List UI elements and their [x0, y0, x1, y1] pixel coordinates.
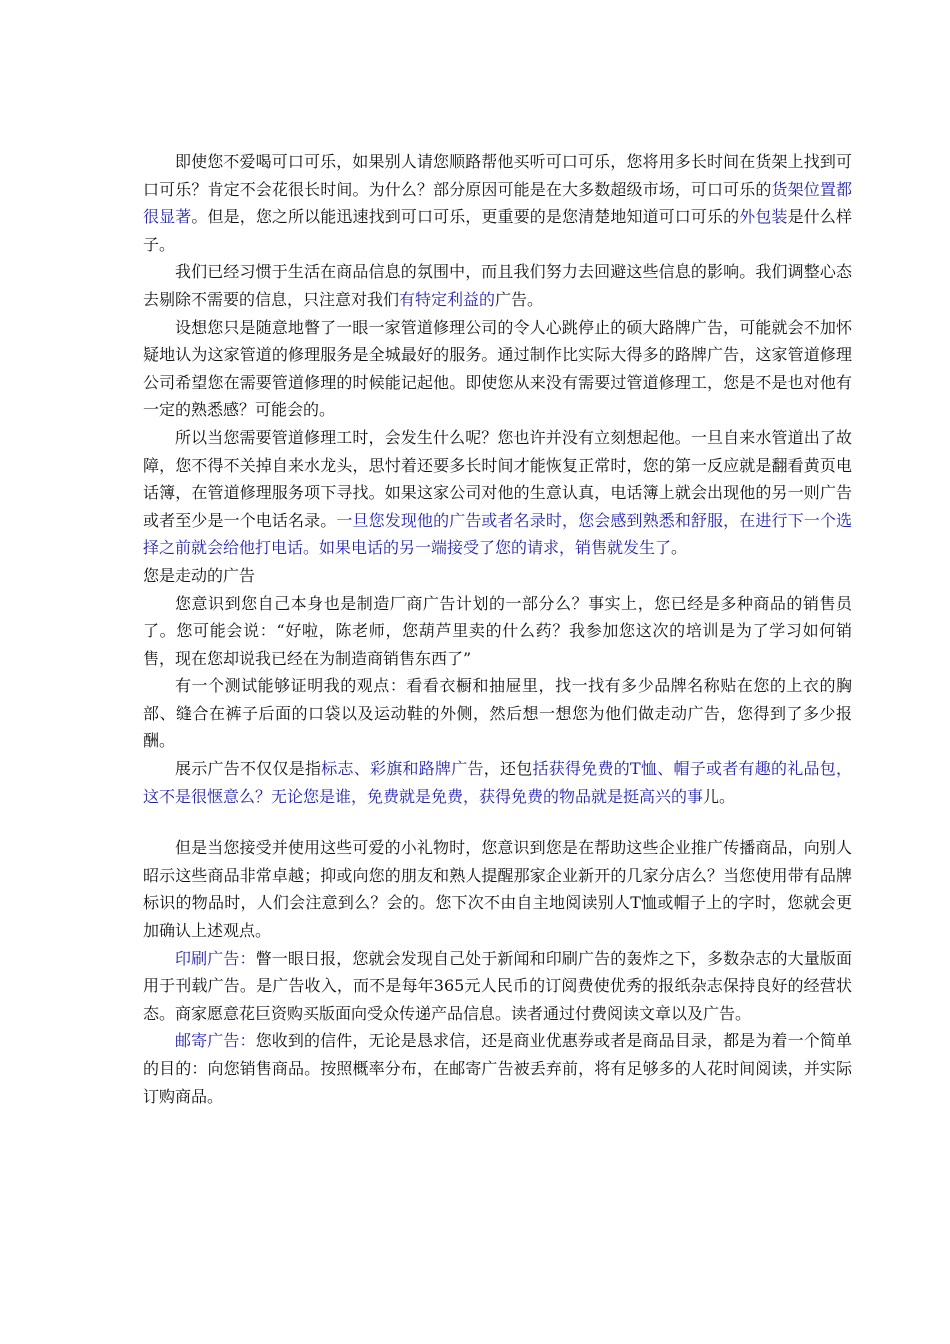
text-run: 展示广告不仅仅是指 [175, 759, 322, 779]
text-run: 所以当您需要管道修理工时，会发生什么呢？您也许并没有立刻想起他。一旦自来水管道出了故障，您不得不关掉自来水龙头，思忖着还要多长时间才能恢复正常时，您的第一反应就是翻看黄页电话簿，在管道修理服务项下寻找。如果这家公司对他的生意认真，电话簿上就会出现他的另一则广告或者至少是一个电话名录。 [143, 427, 852, 530]
highlighted-text: 邮寄广告： [175, 1031, 256, 1051]
text-run: 您收到的信件，无论是恳求信，还是商业优惠券或者是商品目录，都是为着一个简单的目的：向您销售商品。按照概率分布，在邮寄广告被丢弃前，将有足够多的人花时间阅读，并实际订购商品。 [143, 1031, 852, 1106]
text-run: 儿。 [703, 786, 736, 806]
text-run: 广告。 [495, 289, 544, 309]
section-heading [143, 562, 852, 590]
text-run: 是什么样子。 [143, 207, 852, 254]
paragraph [143, 1027, 852, 1110]
text-run: 瞥一眼日报，您就会发现自己处于新闻和印刷广告的轰炸之下，多数杂志的大量版面用于刊载广告。是广告收入，而不是每年365元人民币的订阅费使优秀的报纸杂志保持良好的经营状态。商家愿意花巨资购买版面向受众传递产品信息。读者通过付费阅读文章以及广告。 [143, 948, 852, 1023]
text-run: ，还包 [483, 759, 533, 779]
paragraph [143, 672, 852, 755]
text-run: 但是当您接受并使用这些可爱的小礼物时，您意识到您是在帮助这些企业推广传播商品，向别人昭示这些商品非常卓越；抑或向您的朋友和熟人提醒那家企业新开的几家分店么？当您使用带有品牌标识的物品时，人们会注意到么？会的。您下次不由自主地阅读别人T恤或帽子上的字时，您就会更加确认上述观点。 [143, 838, 852, 941]
paragraph [143, 258, 852, 313]
text-run: 。 [671, 538, 688, 558]
paragraph [143, 945, 852, 1028]
paragraph [143, 755, 852, 810]
highlighted-text: 印刷广告： [175, 948, 256, 968]
paragraph [143, 424, 852, 562]
highlighted-text: 一旦您发现他的广告或者名录时，您会感到熟悉和舒服，在进行下一个选择之前就会给他打电话。如果电话的另一端接受了您的请求，销售就发生了 [143, 510, 852, 558]
text-run: 。但是，您之所以能迅速找到可口可乐，更重要的是您清楚地知道可口可乐的 [191, 207, 740, 227]
highlighted-text: 外包装 [739, 207, 788, 227]
paragraph [143, 314, 852, 424]
highlighted-text: 货架位置都很显著 [143, 179, 852, 227]
text-run: 即使您不爱喝可口可乐，如果别人请您顺路帮他买听可口可乐，您将用多长时间在货架上找到可口可乐？肯定不会花很长时间。为什么？部分原因可能是在大多数超级市场，可口可乐的 [143, 152, 852, 199]
text-run: 我们已经习惯于生活在商品信息的氛围中，而且我们努力去回避这些信息的影响。我们调整心态去剔除不需要的信息，只注意对我们 [143, 262, 852, 309]
highlighted-text: 标志、彩旗和路牌广告 [321, 759, 484, 779]
highlighted-text: 有特定利益的 [399, 289, 496, 309]
paragraph [143, 590, 852, 673]
text-run: 设想您只是随意地瞥了一眼一家管道修理公司的令人心跳停止的硕大路牌广告，可能就会不加怀疑地认为这家管道的修理服务是全城最好的服务。通过制作比实际大得多的路牌广告，这家管道修理公司希望您在需要管道修理的时候能记起他。即使您从来没有需要过管道修理工，您是不是也对他有一定的熟悉感？可能会的。 [143, 317, 852, 420]
highlighted-text: 括获得免费的T恤、帽子或者有趣的礼品包，这不是很惬意么？无论您是谁，免费就是免费，获得免费的物品就是挺高兴的事 [143, 759, 852, 806]
paragraph [143, 148, 852, 258]
text-run: 您意识到您自己本身也是制造厂商广告计划的一部分么？事实上，您已经是多种商品的销售员了。您可能会说：“好啦，陈老师，您葫芦里卖的什么药？我参加您这次的培训是为了学习如何销售，现在您却说我已经在为制造商销售东西了” [143, 593, 852, 668]
text-run: 有一个测试能够证明我的观点：看看衣橱和抽屉里，找一找有多少品牌名称贴在您的上衣的胸部、缝合在裤子后面的口袋以及运动鞋的外侧，然后想一想您为他们做走动广告，您得到了多少报酬。 [143, 676, 852, 751]
text-run: 您是走动的广告 [143, 565, 256, 585]
paragraph [143, 834, 852, 944]
